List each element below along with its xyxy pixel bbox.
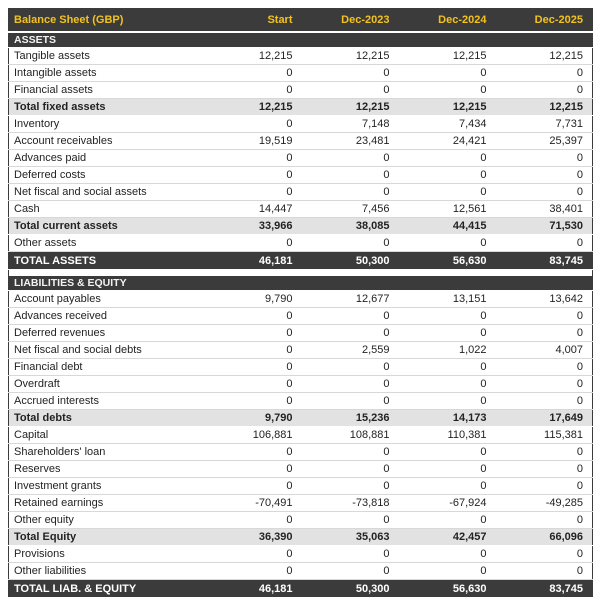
cell-value: 0 (496, 308, 593, 325)
balance-sheet-report (8, 8, 592, 598)
balance-sheet-table (8, 8, 593, 598)
cell-value: -49,285 (496, 495, 593, 512)
cell-value: 115,381 (496, 427, 593, 444)
row-label: Total fixed assets (9, 99, 205, 116)
cell-value: 7,731 (496, 116, 593, 133)
cell-value: -67,924 (399, 495, 496, 512)
table-row (9, 563, 593, 580)
cell-value: 83,745 (496, 580, 593, 598)
cell-value: 19,519 (205, 133, 302, 150)
cell-value: 7,148 (302, 116, 399, 133)
cell-value: 0 (399, 376, 496, 393)
cell-value: 38,085 (302, 218, 399, 235)
table-row (9, 48, 593, 65)
cell-value: 0 (302, 235, 399, 252)
cell-value: 50,300 (302, 580, 399, 598)
cell-value: 0 (205, 563, 302, 580)
table-row (9, 82, 593, 99)
cell-value: 71,530 (496, 218, 593, 235)
cell-value: 0 (399, 325, 496, 342)
table-row (9, 546, 593, 563)
cell-value: 0 (399, 235, 496, 252)
cell-value: 0 (205, 150, 302, 167)
row-label: Overdraft (9, 376, 205, 393)
cell-value: 0 (496, 184, 593, 201)
cell-value: 46,181 (205, 580, 302, 598)
row-label: Total current assets (9, 218, 205, 235)
row-label: Account payables (9, 291, 205, 308)
cell-value: 0 (205, 546, 302, 563)
cell-value: 7,434 (399, 116, 496, 133)
cell-value: 0 (205, 116, 302, 133)
cell-value: 35,063 (302, 529, 399, 546)
cell-value: 83,745 (496, 252, 593, 270)
cell-value: 15,236 (302, 410, 399, 427)
cell-value: 0 (399, 167, 496, 184)
table-row (9, 512, 593, 529)
table-row (9, 325, 593, 342)
cell-value: 12,561 (399, 201, 496, 218)
total-row (9, 580, 593, 598)
cell-value: 0 (399, 444, 496, 461)
section-header-label: LIABILITIES & EQUITY (9, 276, 593, 291)
cell-value: 1,022 (399, 342, 496, 359)
row-label: Other assets (9, 235, 205, 252)
cell-value: 50,300 (302, 252, 399, 270)
cell-value: 38,401 (496, 201, 593, 218)
section-header-row (9, 276, 593, 291)
cell-value: 46,181 (205, 252, 302, 270)
cell-value: 0 (205, 512, 302, 529)
row-label: Deferred costs (9, 167, 205, 184)
cell-value: 0 (205, 444, 302, 461)
column-header-dec-2023: Dec-2023 (302, 9, 399, 33)
table-row (9, 342, 593, 359)
cell-value: 0 (205, 478, 302, 495)
table-body (9, 32, 593, 598)
cell-value: 44,415 (399, 218, 496, 235)
cell-value: 0 (205, 184, 302, 201)
cell-value: 0 (205, 82, 302, 99)
cell-value: 0 (205, 359, 302, 376)
cell-value: 12,677 (302, 291, 399, 308)
cell-value: 12,215 (302, 99, 399, 116)
table-row (9, 376, 593, 393)
cell-value: 0 (496, 235, 593, 252)
cell-value: 0 (302, 167, 399, 184)
table-row (9, 150, 593, 167)
cell-value: 106,881 (205, 427, 302, 444)
table-row (9, 393, 593, 410)
cell-value: 0 (496, 546, 593, 563)
cell-value: 2,559 (302, 342, 399, 359)
table-header-row (9, 9, 593, 33)
table-row (9, 65, 593, 82)
cell-value: 13,642 (496, 291, 593, 308)
cell-value: 0 (496, 150, 593, 167)
cell-value: 0 (205, 393, 302, 410)
row-label: Investment grants (9, 478, 205, 495)
cell-value: 0 (205, 235, 302, 252)
cell-value: 0 (302, 563, 399, 580)
report-title: Balance Sheet (GBP) (9, 9, 205, 33)
cell-value: 0 (496, 325, 593, 342)
row-label: Accrued interests (9, 393, 205, 410)
cell-value: 110,381 (399, 427, 496, 444)
cell-value: 0 (205, 461, 302, 478)
subtotal-row (9, 410, 593, 427)
cell-value: 0 (496, 478, 593, 495)
cell-value: 14,447 (205, 201, 302, 218)
cell-value: 0 (302, 308, 399, 325)
total-row (9, 252, 593, 270)
cell-value: 0 (399, 512, 496, 529)
cell-value: 0 (496, 461, 593, 478)
cell-value: 0 (399, 308, 496, 325)
row-label: Inventory (9, 116, 205, 133)
cell-value: 0 (302, 82, 399, 99)
column-header-dec-2024: Dec-2024 (399, 9, 496, 33)
row-label: Intangible assets (9, 65, 205, 82)
cell-value: 23,481 (302, 133, 399, 150)
cell-value: 0 (399, 478, 496, 495)
row-label: TOTAL LIAB. & EQUITY (9, 580, 205, 598)
cell-value: 0 (496, 444, 593, 461)
table-row (9, 461, 593, 478)
cell-value: 0 (205, 167, 302, 184)
cell-value: 0 (302, 461, 399, 478)
table-row (9, 133, 593, 150)
column-header-dec-2025: Dec-2025 (496, 9, 593, 33)
cell-value: 0 (399, 393, 496, 410)
table-row (9, 184, 593, 201)
cell-value: 0 (399, 150, 496, 167)
cell-value: 0 (496, 65, 593, 82)
cell-value: 0 (302, 444, 399, 461)
cell-value: 0 (399, 461, 496, 478)
cell-value: 12,215 (496, 99, 593, 116)
cell-value: 0 (205, 342, 302, 359)
cell-value: 56,630 (399, 580, 496, 598)
cell-value: 108,881 (302, 427, 399, 444)
cell-value: 4,007 (496, 342, 593, 359)
row-label: Provisions (9, 546, 205, 563)
cell-value: 12,215 (496, 48, 593, 65)
cell-value: 0 (302, 150, 399, 167)
cell-value: 0 (302, 376, 399, 393)
row-label: Shareholders' loan (9, 444, 205, 461)
cell-value: 0 (496, 82, 593, 99)
table-row (9, 495, 593, 512)
cell-value: 0 (399, 563, 496, 580)
row-label: Advances received (9, 308, 205, 325)
row-label: Advances paid (9, 150, 205, 167)
row-label: Other equity (9, 512, 205, 529)
cell-value: 0 (205, 376, 302, 393)
cell-value: -70,491 (205, 495, 302, 512)
table-row (9, 444, 593, 461)
cell-value: 0 (496, 376, 593, 393)
row-label: Reserves (9, 461, 205, 478)
cell-value: 42,457 (399, 529, 496, 546)
cell-value: 12,215 (205, 99, 302, 116)
table-row (9, 201, 593, 218)
row-label: Financial debt (9, 359, 205, 376)
cell-value: 66,096 (496, 529, 593, 546)
row-label: Account receivables (9, 133, 205, 150)
row-label: Financial assets (9, 82, 205, 99)
cell-value: 0 (496, 393, 593, 410)
cell-value: 12,215 (399, 99, 496, 116)
row-label: Net fiscal and social assets (9, 184, 205, 201)
cell-value: 0 (302, 512, 399, 529)
cell-value: 9,790 (205, 291, 302, 308)
cell-value: 0 (205, 325, 302, 342)
cell-value: 0 (302, 393, 399, 410)
cell-value: 9,790 (205, 410, 302, 427)
cell-value: 0 (496, 167, 593, 184)
row-label: Tangible assets (9, 48, 205, 65)
row-label: Cash (9, 201, 205, 218)
cell-value: 17,649 (496, 410, 593, 427)
table-row (9, 427, 593, 444)
table-row (9, 291, 593, 308)
cell-value: 0 (399, 359, 496, 376)
cell-value: 0 (302, 184, 399, 201)
row-label: Capital (9, 427, 205, 444)
cell-value: 7,456 (302, 201, 399, 218)
table-row (9, 235, 593, 252)
cell-value: 0 (302, 546, 399, 563)
cell-value: 12,215 (399, 48, 496, 65)
row-label: Deferred revenues (9, 325, 205, 342)
row-label: Net fiscal and social debts (9, 342, 205, 359)
cell-value: 0 (399, 546, 496, 563)
row-label: Retained earnings (9, 495, 205, 512)
column-header-start: Start (205, 9, 302, 33)
subtotal-row (9, 99, 593, 116)
cell-value: 56,630 (399, 252, 496, 270)
subtotal-row (9, 529, 593, 546)
row-label: Total debts (9, 410, 205, 427)
cell-value: 36,390 (205, 529, 302, 546)
table-row (9, 167, 593, 184)
cell-value: 0 (205, 65, 302, 82)
cell-value: 0 (496, 512, 593, 529)
row-label: TOTAL ASSETS (9, 252, 205, 270)
cell-value: 0 (302, 478, 399, 495)
cell-value: 0 (205, 308, 302, 325)
section-header-row (9, 32, 593, 48)
cell-value: 0 (399, 184, 496, 201)
table-row (9, 359, 593, 376)
row-label: Other liabilities (9, 563, 205, 580)
table-row (9, 478, 593, 495)
cell-value: 12,215 (302, 48, 399, 65)
subtotal-row (9, 218, 593, 235)
cell-value: 0 (399, 82, 496, 99)
cell-value: 25,397 (496, 133, 593, 150)
cell-value: 0 (302, 325, 399, 342)
cell-value: 14,173 (399, 410, 496, 427)
cell-value: 33,966 (205, 218, 302, 235)
cell-value: 0 (302, 359, 399, 376)
cell-value: 12,215 (205, 48, 302, 65)
cell-value: 0 (496, 359, 593, 376)
table-row (9, 308, 593, 325)
table-row (9, 116, 593, 133)
cell-value: 0 (302, 65, 399, 82)
cell-value: 24,421 (399, 133, 496, 150)
cell-value: 0 (399, 65, 496, 82)
section-header-label: ASSETS (9, 32, 593, 48)
cell-value: 0 (496, 563, 593, 580)
cell-value: 13,151 (399, 291, 496, 308)
row-label: Total Equity (9, 529, 205, 546)
cell-value: -73,818 (302, 495, 399, 512)
